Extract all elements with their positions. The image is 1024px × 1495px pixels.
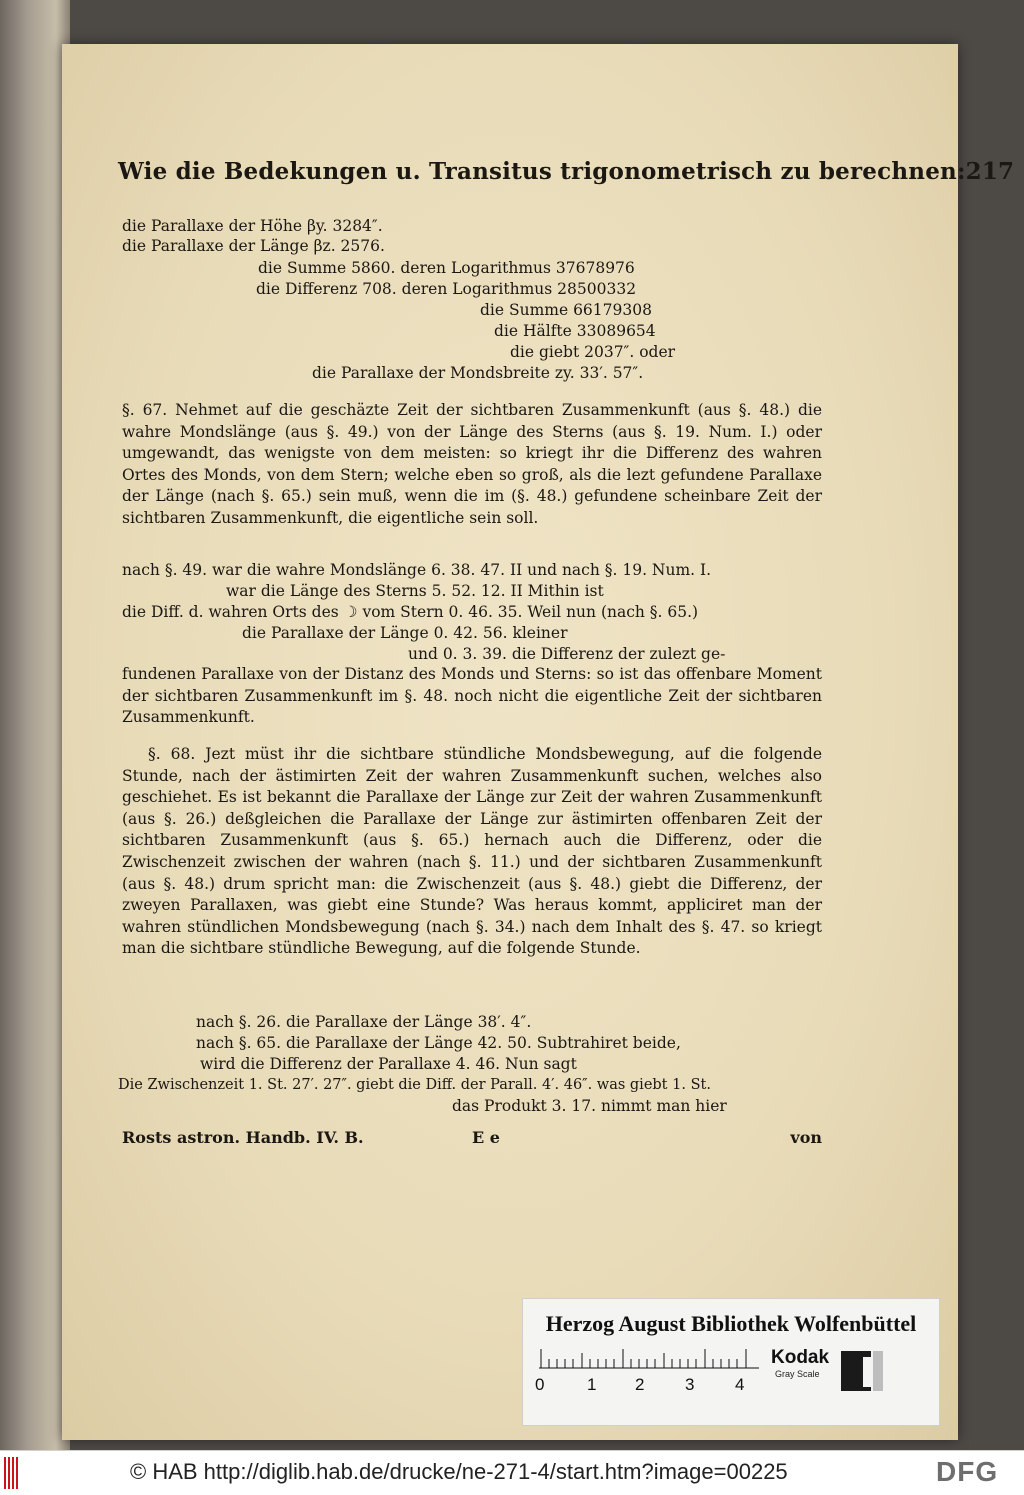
paragraph-67-continued-text: fundenen Parallaxe von der Distanz des Monds und Sterns: so ist das offenbare Moment der sichtbaren Zusammenkunft im §. 48. noch nicht die eigentliche Zeit der sichtbaren Zusammenkunft. [122,665,822,727]
calc-line: die Diff. d. wahren Orts des ☽ vom Stern 0. 46. 35. Weil nun (nach §. 65.) [122,603,699,621]
paragraph-67-text: §. 67. Nehmet auf die geschäzte Zeit der sichtbaren Zusammenkunft (aus §. 48.) die wahre Mondslänge (aus §. 49.) von der Länge des Sterns (aus §. 19. Num. I.) oder umgewandt, das wenigste von dem meisten: so kriegt ihr die Differenz des wahren Ortes des Monds, von dem Stern; welche eben so groß, als die lezt gefundene Parallaxe der Länge (nach §. 65.) sein muß, wenn die im (§. 48.) gefundene scheinbare Zeit der sichtbaren Zusammenkunft, die eigentliche sein soll. [122,401,822,527]
calc-line: die Parallaxe der Mondsbreite zy. 33′. 57″. [312,364,644,382]
book-page [62,44,1015,1440]
catchword: von [790,1128,822,1147]
calc-line: wird die Differenz der Parallaxe 4. 46. Nun sagt [200,1055,577,1073]
ruler-numbers [535,1375,775,1397]
calc-line: die Summe 5860. deren Logarithmus 37678976 [258,259,635,277]
calc-line: das Produkt 3. 17. nimmt man hier [452,1097,727,1115]
running-head [118,158,1015,185]
white-patch [863,1357,873,1387]
calc-line: die Differenz 708. deren Logarithmus 28500332 [256,280,637,298]
calc-line: Die Zwischenzeit 1. St. 27′. 27″. giebt die Diff. der Parall. 4′. 46″. was giebt 1. St. [118,1077,711,1093]
gray-patch [873,1351,883,1391]
ruler-number: 0 [535,1375,545,1394]
dfg-logo: DFG [936,1456,999,1487]
ruler-number: 3 [685,1375,695,1394]
gray-scale-label: Gray Scale [775,1369,820,1379]
ruler-number: 2 [635,1375,645,1394]
paragraph-68-text: §. 68. Jezt müst ihr die sichtbare stündliche Mondsbewegung, auf die folgende Stunde, nach der ästimirten Zeit der wahren Zusammenkunft suchen, welches also geschiehet. Es ist bekannt die Parallaxe der Länge zur Zeit der wahren Zusammenkunft (aus §. 26.) deßgleichen die Parallaxe der Länge zur ästimirten offenbaren Zeit der sichtbaren Zusammenkunft (aus §. 65.) hernach auch die Differenz, oder die Zwischenzeit zwischen der wahren (nach §. 11.) und der sichtbaren Zusammenkunft (aus §. 48.) drum spricht man: die Zwischenzeit (aus §. 48.) giebt die Differenz, der zweyen Parallaxen, was giebt eine Stunde? Was heraus kommt, appliciret man der wahren stündlichen Mondsbewegung (nach §. 34.) nach dem Inhalt des §. 47. so kriegt man die sichtbare stündliche Bewegung, auf die folgende Stunde. [122,745,822,958]
calc-line: nach §. 65. die Parallaxe der Länge 42. 50. Subtrahiret beide, [196,1034,681,1052]
paragraph-67 [122,400,822,530]
color-calibration-card [522,1298,940,1426]
paragraph-68 [122,744,822,960]
calc-line: und 0. 3. 39. die Differenz der zulezt ge- [408,645,726,663]
stripe-logo-icon [4,1457,20,1489]
calc-line: die Parallaxe der Höhe βy. 3284″. [122,217,383,235]
calc-line: die Hälfte 33089654 [494,322,656,340]
ruler-number: 4 [735,1375,745,1394]
adjacent-page-edge [0,0,70,1450]
paragraph-67-continued [122,664,822,729]
footer-title: Rosts astron. Handb. IV. B. [122,1128,364,1147]
calc-line: war die Länge des Sterns 5. 52. 12. II Mithin ist [226,582,604,600]
ruler-icon [539,1347,759,1369]
calc-line: die Parallaxe der Länge 0. 42. 56. kleiner [242,624,568,642]
credit-url[interactable]: © HAB http://diglib.hab.de/drucke/ne-271-4/start.htm?image=00225 [130,1459,788,1484]
signature-mark: E e [472,1128,500,1147]
calc-line: die Parallaxe der Länge βz. 2576. [122,237,385,255]
calc-line: nach §. 26. die Parallaxe der Länge 38′. 4″. [196,1013,532,1031]
kodak-label: Kodak [771,1347,830,1368]
calc-line: die Summe 66179308 [480,301,652,319]
calc-line: die giebt 2037″. oder [510,343,676,361]
page-number: 217 [965,158,1015,185]
running-head-title: Wie die Bedekungen u. Transitus trigonometrisch zu berechnen: [118,158,966,185]
calc-line: nach §. 49. war die wahre Mondslänge 6. 38. 47. II und nach §. 19. Num. I. [122,561,712,579]
credit-bar [0,1450,1024,1495]
ruler-number: 1 [587,1375,597,1394]
library-name: Herzog August Bibliothek Wolfenbüttel [545,1311,917,1336]
